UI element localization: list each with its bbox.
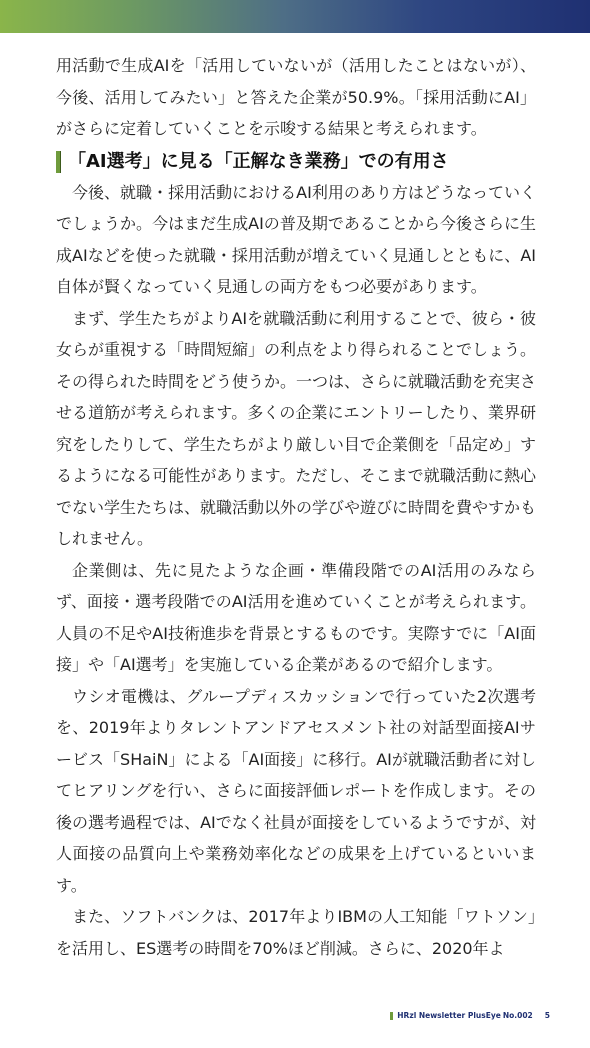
article-body (56, 50, 536, 964)
page-number: 5 (544, 1011, 550, 1020)
heading-accent-bar (56, 151, 61, 173)
footer-mark-icon (390, 1012, 393, 1020)
paragraph-1: 今後、就職・採用活動におけるAI利用のあり方はどうなっていくでしょうか。今はまだ生成AIの普及期であることから今後さらに生成AIなどを使った就職・採用活動が増えていく見通しとともに、AI自体が賢くなっていく見通しの両方をもつ必要があります。 (56, 182, 536, 296)
section-heading (56, 147, 536, 177)
section-heading-text: 「AI選考」に見る「正解なき業務」での有用さ (68, 150, 449, 172)
paragraph-3: 企業側は、先に見たような企画・準備段階でのAI活用のみならず、面接・選考段階でのAI活用を進めていくことが考えられます。人員の不足やAI技術進歩を背景とするものです。実際すでに「AI面接」や「AI選考」を実施している企業があるので紹介します。 (56, 560, 536, 674)
footer-publication: HRzl Newsletter PlusEye (397, 1011, 501, 1020)
paragraph-5: また、ソフトバンクは、2017年よりIBMの人工知能「ワトソン」を活用し、ES選考の時間を70%ほど削減。さらに、2020年よ (56, 907, 536, 958)
page-footer (390, 1011, 550, 1020)
paragraph-4: ウシオ電機は、グループディスカッションで行っていた2次選考を、2019年よりタレントアンドアセスメント社の対話型面接AIサービス「SHaiN」による「AI面接」に移行。AIが就職活動者に対してヒアリングを行い、さらに面接評価レポートを作成します。その後の選考過程では、AIでなく社員が面接をしているようですが、対人面接の品質向上や業務効率化などの成果を上げているといいます。 (56, 686, 536, 895)
footer-issue: No.002 (502, 1011, 533, 1020)
paragraph-2: まず、学生たちがよりAIを就職活動に利用することで、彼ら・彼女らが重視する「時間短縮」の利点をより得られることでしょう。その得られた時間をどう使うか。一つは、さらに就職活動を充実させる道筋が考えられます。多くの企業にエントリーしたり、業界研究をしたりして、学生たちがより厳しい目で企業側を「品定め」するようになる可能性があります。ただし、そこまで就職活動に熱心でない学生たちは、就職活動以外の学びや遊びに時間を費やすかもしれません。 (56, 308, 537, 548)
header-gradient-bar (0, 0, 590, 33)
intro-paragraph: 用活動で生成AIを「活用していないが（活用したことはないが）、今後、活用してみたい」と答えた企業が50.9%。「採用活動にAI」がさらに定着していくことを示唆する結果と考えられます。 (56, 56, 536, 138)
